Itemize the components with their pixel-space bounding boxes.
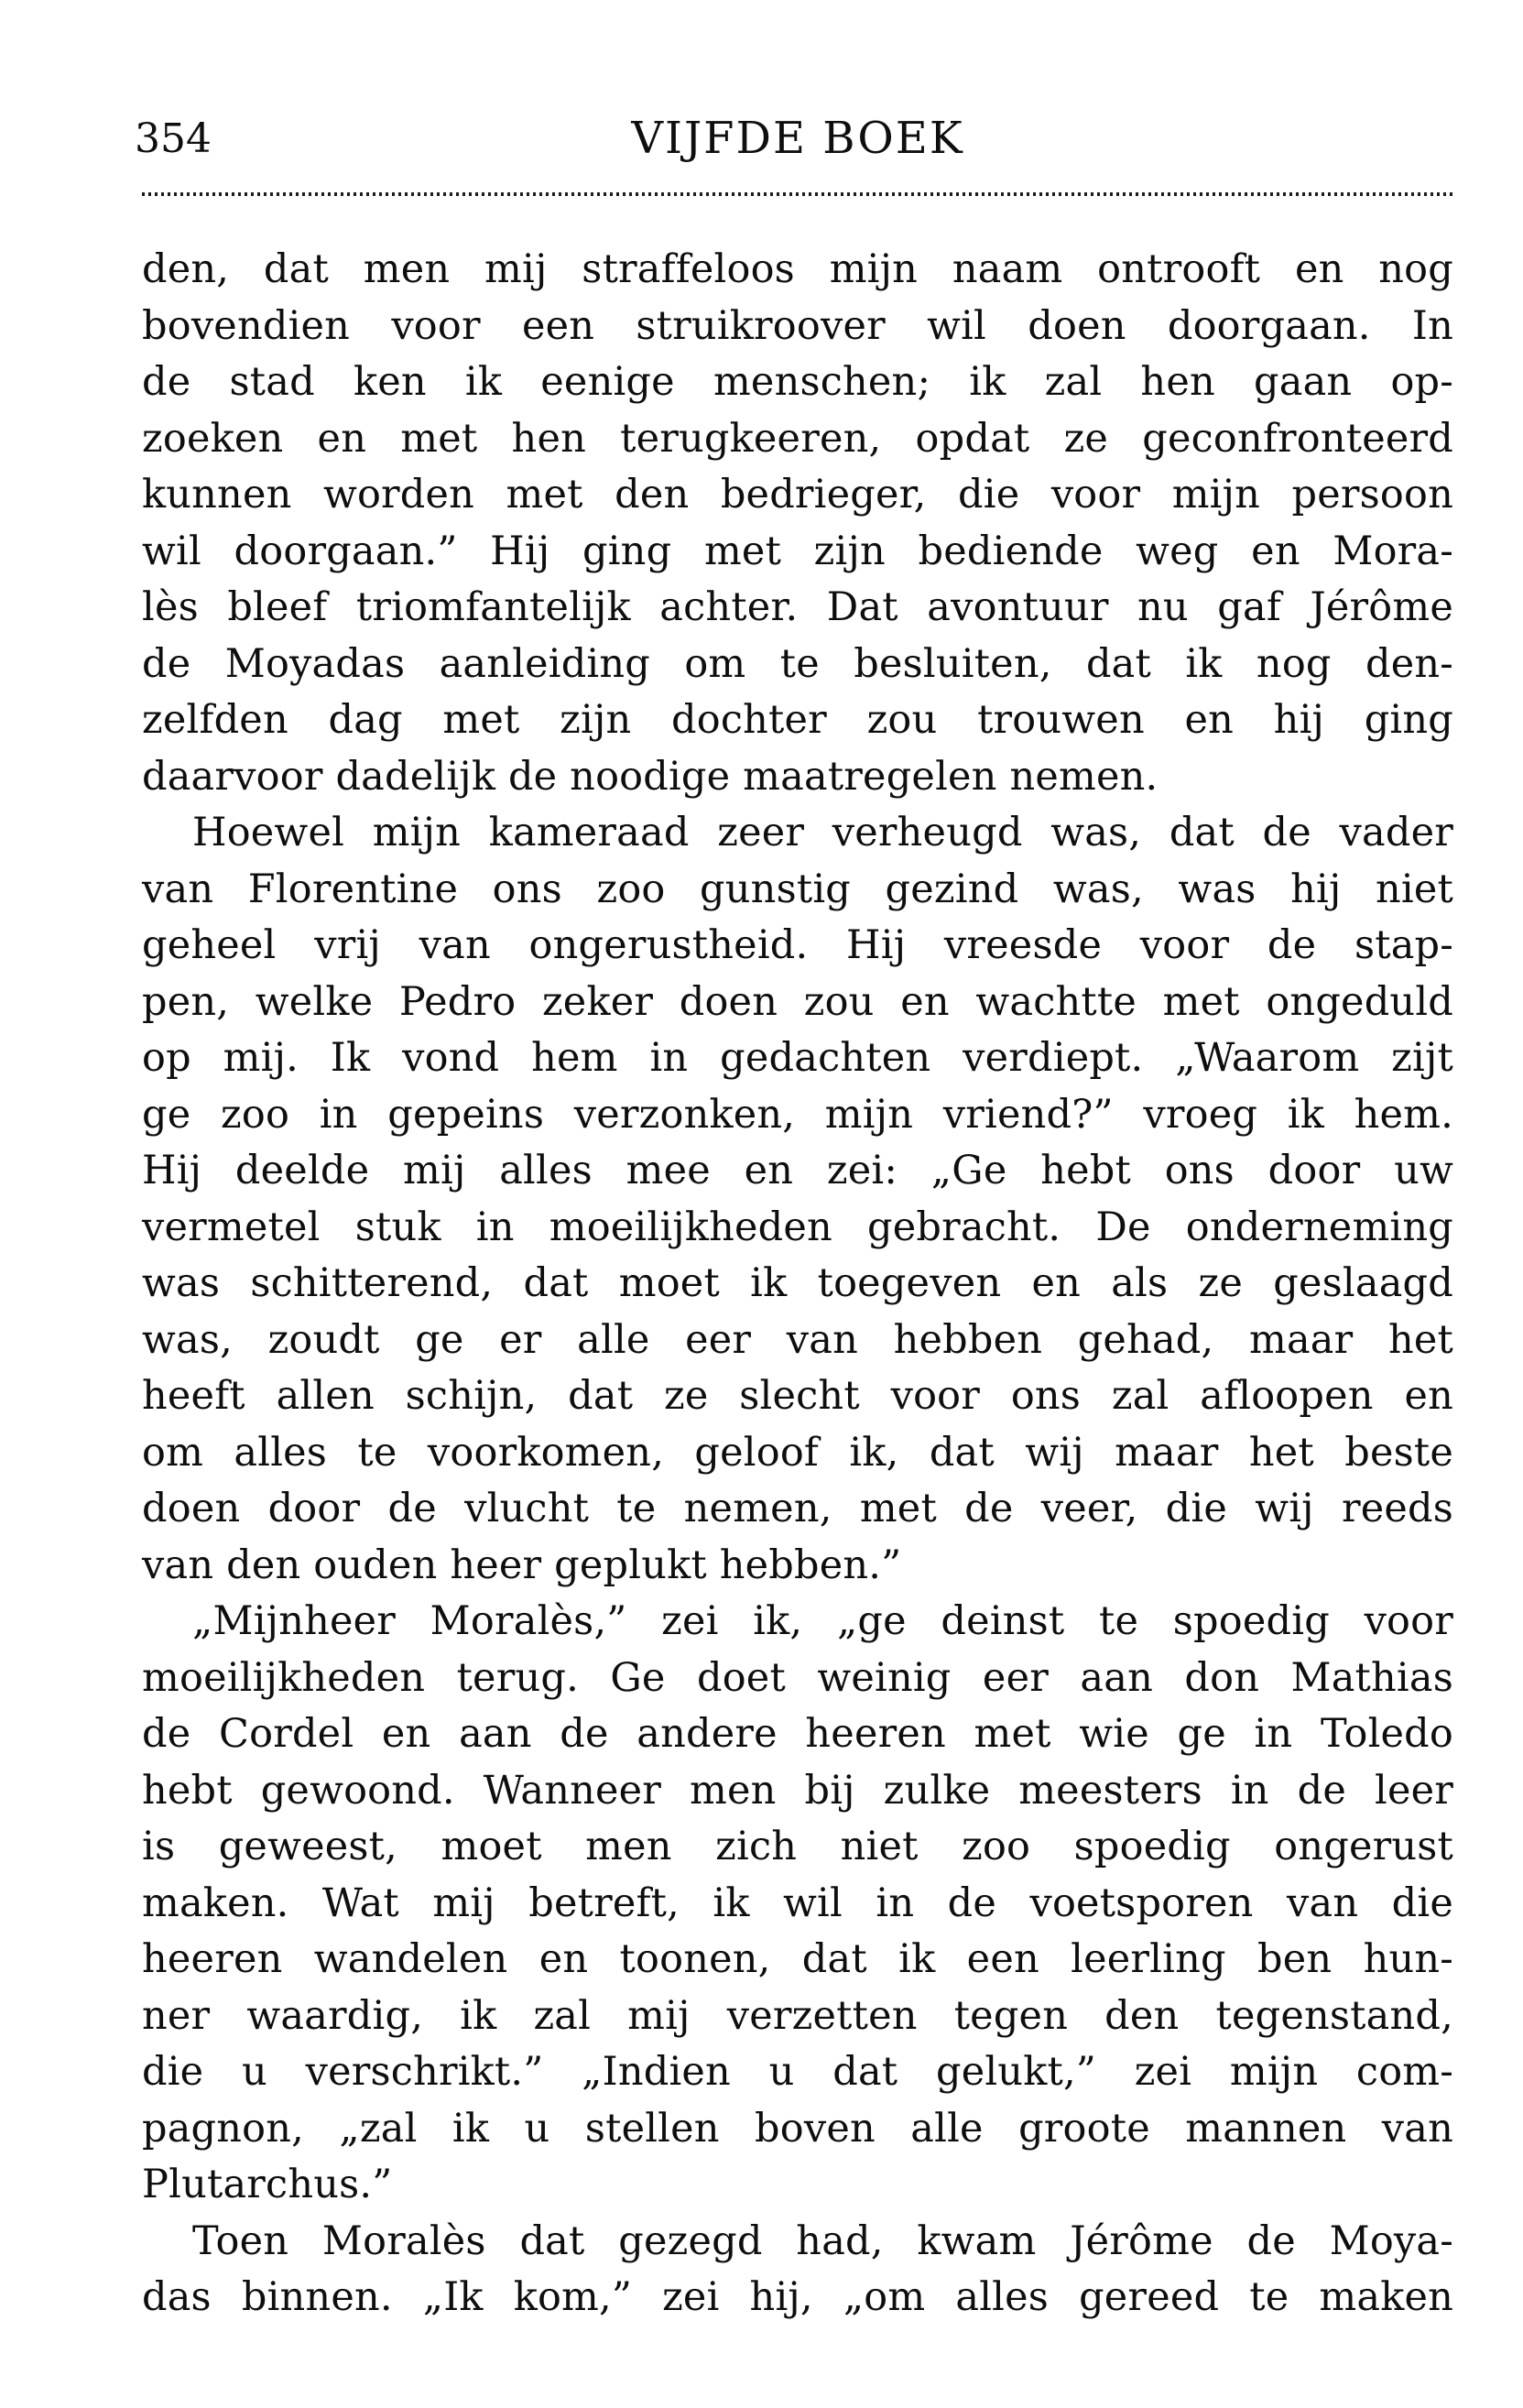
page-title: VIJFDE BOEK xyxy=(631,113,964,164)
text-line: moeilijkheden terug. Ge doet weinig eer aan don Mathias xyxy=(142,1654,1453,1701)
text-line: heeren wandelen en toonen, dat ik een leerling ben hun- xyxy=(142,1936,1453,1982)
text-line: vermetel stuk in moeilijkheden gebracht. De onderneming xyxy=(142,1204,1453,1250)
text-line: om alles te voorkomen, geloof ik, dat wij maar het beste xyxy=(142,1429,1453,1476)
text-line: daarvoor dadelijk de noodige maatregelen nemen. xyxy=(142,753,1159,800)
text-line: zoeken en met hen terugkeeren, opdat ze geconfronteerd xyxy=(142,415,1453,462)
text-line: van Florentine ons zoo gunstig gezind was, was hij niet xyxy=(142,866,1453,912)
text-line: van den ouden heer geplukt hebben.” xyxy=(142,1542,902,1588)
text-line: wil doorgaan.” Hij ging met zijn bediende weg en Mora- xyxy=(142,528,1453,574)
paragraph xyxy=(142,2214,1453,2326)
text-line: Hij deelde mij alles mee en zei: „Ge hebt ons door uw xyxy=(142,1148,1453,1193)
text-line: kunnen worden met den bedrieger, die voor mijn persoon xyxy=(142,472,1453,518)
text-line: die u verschrikt.” „Indien u dat gelukt,” zei mijn com- xyxy=(142,2049,1453,2095)
text-line: ge zoo in gepeins verzonken, mijn vriend?” vroeg ik hem. xyxy=(142,1091,1453,1138)
text-line: heeft allen schijn, dat ze slecht voor ons zal afloopen en xyxy=(142,1373,1453,1419)
text-line: doen door de vlucht te nemen, met de veer, die wij reeds xyxy=(142,1486,1453,1531)
text-line: de stad ken ik eenige menschen; ik zal hen gaan op- xyxy=(142,359,1453,405)
text-line: hebt gewoond. Wanneer men bij zulke meesters in de leer xyxy=(142,1767,1453,1814)
paragraph xyxy=(142,805,1453,1594)
text-line: maken. Wat mij betreft, ik wil in de voetsporen van die xyxy=(142,1880,1453,1926)
text-line: Toen Moralès dat gezegd had, kwam Jérôme de Moya- xyxy=(192,2217,1453,2264)
text-line: bovendien voor een struikroover wil doen doorgaan. In xyxy=(142,302,1453,349)
page-number: 354 xyxy=(135,115,212,162)
text-line: is geweest, moet men zich niet zoo spoedig ongerust xyxy=(142,1824,1453,1869)
running-header xyxy=(135,113,1453,164)
text-line: was schitterend, dat moet ik toegeven en als ze geslaagd xyxy=(142,1260,1453,1306)
text-line: pen, welke Pedro zeker doen zou en wachtte met ongeduld xyxy=(142,978,1453,1025)
book-page xyxy=(135,0,1453,2326)
text-line: geheel vrij van ongerustheid. Hij vreesde voor de stap- xyxy=(142,922,1453,968)
text-line: zelfden dag met zijn dochter zou trouwen en hij ging xyxy=(142,697,1453,743)
text-line: „Mijnheer Moralès,” zei ik, „ge deinst te spoedig voor xyxy=(192,1598,1453,1644)
dotted-rule-divider xyxy=(142,192,1453,196)
text-line: was, zoudt ge er alle eer van hebben gehad, maar het xyxy=(142,1316,1453,1363)
paragraph xyxy=(142,242,1453,805)
text-line: de Moyadas aanleiding om te besluiten, dat ik nog den- xyxy=(142,640,1453,687)
text-line: Hoewel mijn kameraad zeer verheugd was, dat de vader xyxy=(192,810,1453,855)
text-line: de Cordel en aan de andere heeren met wie ge in Toledo xyxy=(142,1711,1453,1757)
text-line: pagnon, „zal ik u stellen boven alle groote mannen van xyxy=(142,2105,1453,2152)
text-line: den, dat men mij straffeloos mijn naam ontrooft en nog xyxy=(142,246,1453,292)
text-line: op mij. Ik vond hem in gedachten verdiept. „Waarom zijt xyxy=(142,1035,1453,1081)
text-line: lès bleef triomfantelijk achter. Dat avontuur nu gaf Jérôme xyxy=(142,584,1453,630)
body-text xyxy=(142,242,1453,2326)
text-line: ner waardig, ik zal mij verzetten tegen den tegenstand, xyxy=(142,1992,1453,2039)
text-line: das binnen. „Ik kom,” zei hij, „om alles gereed te maken xyxy=(142,2274,1453,2320)
text-line: Plutarchus.” xyxy=(142,2162,393,2207)
paragraph xyxy=(142,1594,1453,2214)
